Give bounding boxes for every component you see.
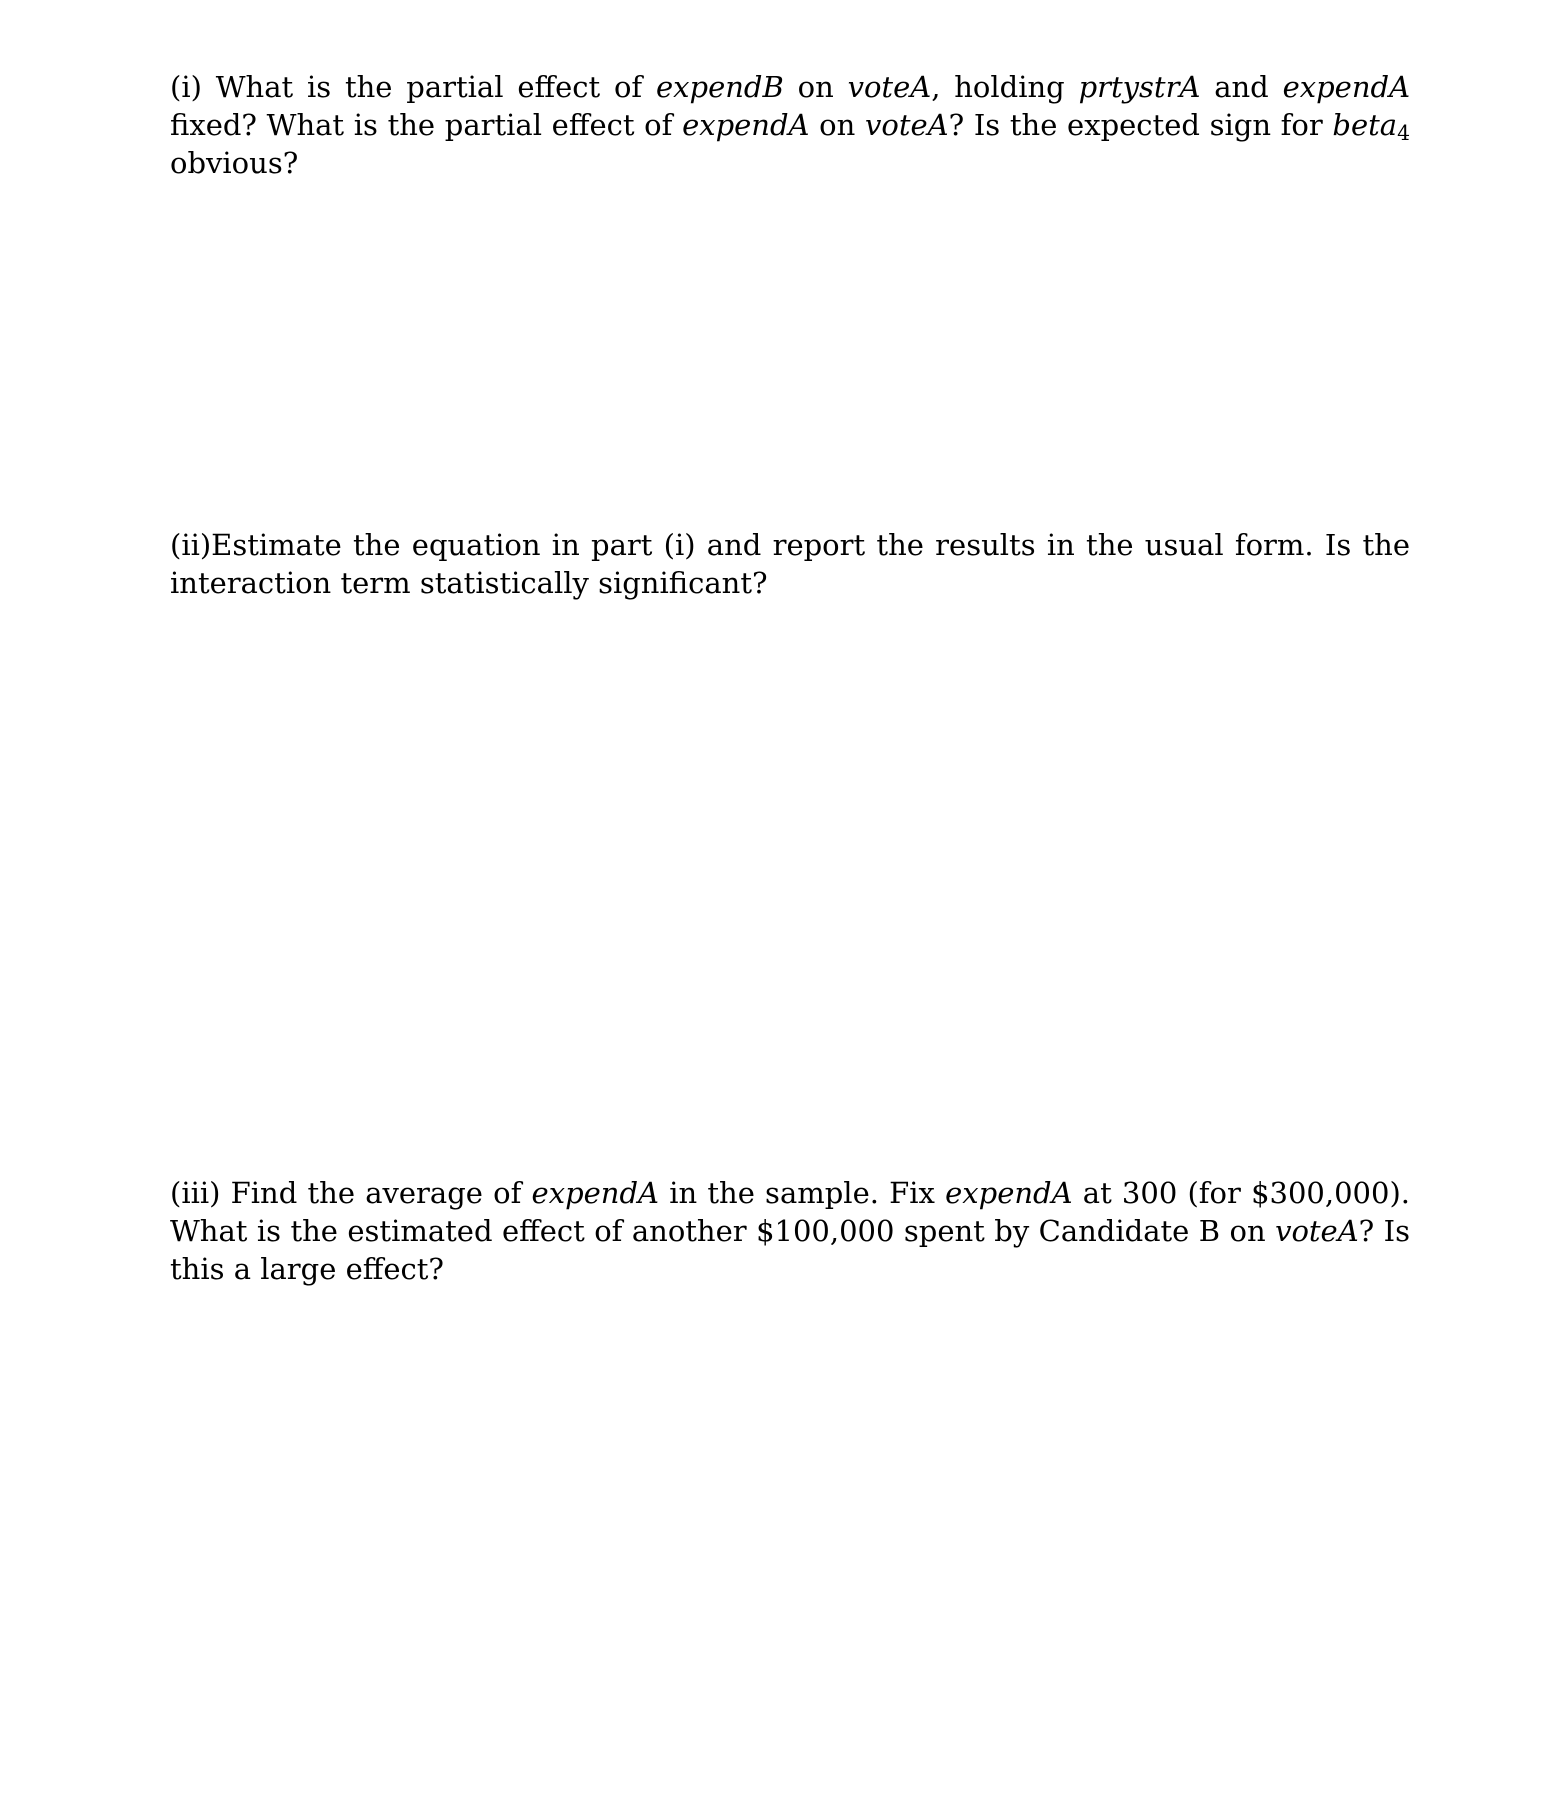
math-variable: expendA (682, 108, 810, 142)
math-variable: voteA (865, 108, 949, 142)
math-variable: voteA (847, 70, 932, 104)
math-variable: expendA (1282, 70, 1411, 104)
question-i (170, 68, 1410, 182)
question-text: ? Is this a large effect? (170, 1214, 1410, 1286)
math-variable: expendA (531, 1176, 659, 1210)
math-variable: beta (1332, 108, 1398, 142)
question-text: in the sample. Fix (658, 1176, 946, 1210)
question-text: , holding (931, 70, 1079, 104)
question-text: obvious? (170, 146, 299, 180)
question-text: at 300 (for $300,000). What is the estimated effect of another $100,000 spent by Candidate B on (170, 1176, 1410, 1248)
subscript: 4 (1397, 121, 1410, 146)
question-ii (170, 526, 1410, 602)
math-variable: expendA (945, 1176, 1073, 1210)
question-text: on (783, 70, 848, 104)
question-text: ? Is the expected sign for (948, 108, 1333, 142)
question-iii (170, 1174, 1410, 1288)
math-variable: expendB (656, 70, 784, 104)
question-text: (ii)Estimate the equation in part (i) and report the results in the usual form. Is the interaction term statistically significant? (170, 528, 1410, 600)
math-variable: prtystrA (1078, 70, 1201, 104)
question-text: fixed? What is the partial effect of (170, 108, 683, 142)
math-variable: voteA (1275, 1214, 1359, 1248)
question-text: and (1200, 70, 1283, 104)
question-text: on (809, 108, 866, 142)
question-text: (i) What is the partial effect of (170, 70, 656, 104)
question-text: (iii) Find the average of (170, 1176, 532, 1210)
